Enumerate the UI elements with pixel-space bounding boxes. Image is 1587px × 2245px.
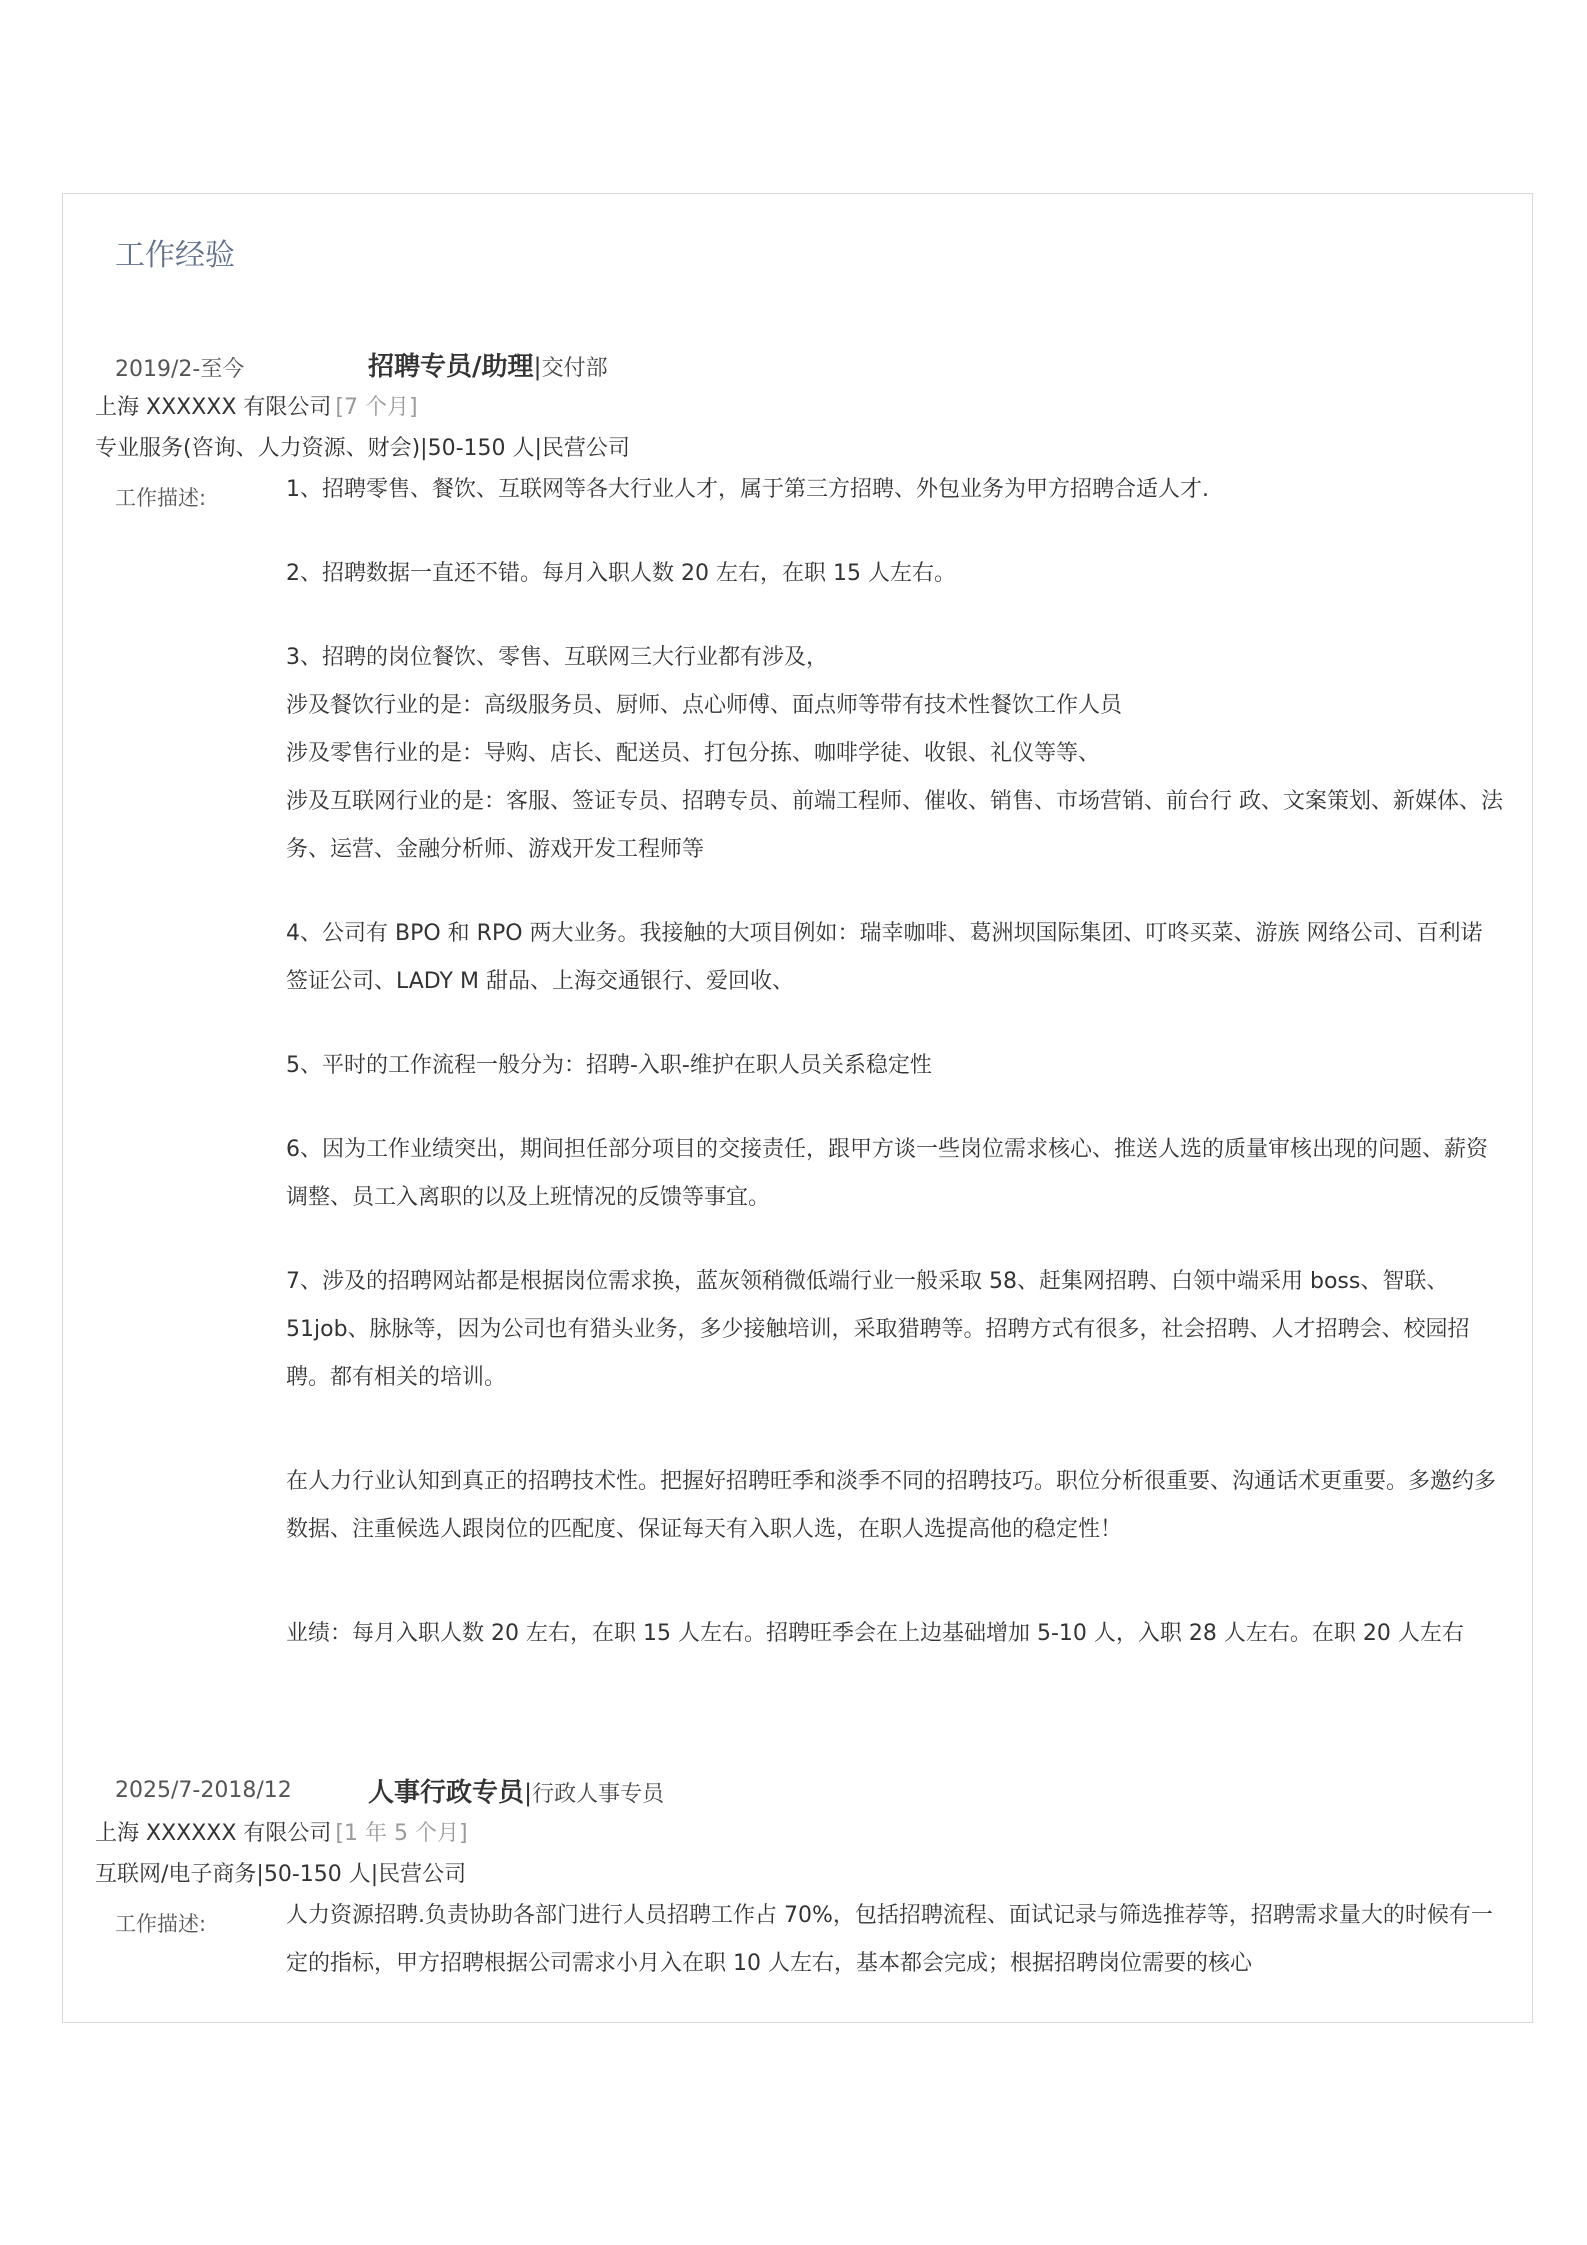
description-label: 工作描述:	[115, 486, 207, 510]
description-paragraph: 7、涉及的招聘网站都是根据岗位需求换，蓝灰领稍微低端行业一般采取 58、赶集网招聘、白领中端采用 boss、智联、51job、脉脉等，因为公司也有猎头业务，多少接触培训，采取猎聘等。招聘方式有很多，社会招聘、人才招聘会、校园招聘。都有相关的培训。	[286, 1269, 1470, 1390]
job-period: 2025/7-2018/12	[115, 1778, 292, 1803]
company-name: 上海 XXXXXX 有限公司	[95, 395, 332, 420]
job-duration: [1 年 5 个月]	[335, 1821, 468, 1846]
description-paragraph: 业绩：每月入职人数 20 左右，在职 15 人左右。招聘旺季会在上边基础增加 5-10 人，入职 28 人左右。在职 20 人左右	[286, 1621, 1464, 1646]
company-industry: 专业服务(咨询、人力资源、财会)|50-150 人|民营公司	[95, 436, 630, 461]
company-name: 上海 XXXXXX 有限公司	[95, 1821, 332, 1846]
description-paragraph: 涉及互联网行业的是：客服、签证专员、招聘专员、前端工程师、催收、销售、市场营销、前台行 政、文案策划、新媒体、法务、运营、金融分析师、游戏开发工程师等	[286, 789, 1503, 862]
job-description	[286, 466, 1504, 1658]
description-paragraph: 3、招聘的岗位餐饮、零售、互联网三大行业都有涉及，	[286, 645, 828, 670]
section-title: 工作经验	[115, 238, 235, 273]
job-description	[286, 1892, 1504, 1988]
job-title-group	[368, 346, 608, 383]
description-paragraph: 涉及零售行业的是：导购、店长、配送员、打包分拣、咖啡学徒、收银、礼仪等等、	[286, 741, 1101, 766]
description-label: 工作描述:	[115, 1912, 207, 1936]
work-experience-card	[62, 193, 1533, 2023]
company-industry: 互联网/电子商务|50-150 人|民营公司	[95, 1862, 467, 1887]
job-title-separator: |	[533, 353, 542, 381]
job-title: 招聘专员/助理	[368, 352, 534, 382]
description-paragraph: 在人力行业认知到真正的招聘技术性。把握好招聘旺季和淡季不同的招聘技巧。职位分析很重要、沟通话术更重要。多邀约多数据、注重候选人跟岗位的匹配度、保证每天有入职人选，在职人选提高他的稳定性！	[286, 1469, 1497, 1542]
company-line	[95, 1816, 468, 1847]
description-paragraph: 人力资源招聘.负责协助各部门进行人员招聘工作占 70%，包括招聘流程、面试记录与筛选推荐等，招聘需求量大的时候有一定的指标，甲方招聘根据公司需求小月入在职 10 人左右，基本都会完成；根据招聘岗位需要的核心	[286, 1903, 1493, 1976]
description-paragraph: 2、招聘数据一直还不错。每月入职人数 20 左右，在职 15 人左右。	[286, 561, 956, 586]
job-title-separator: |	[524, 1779, 533, 1807]
description-paragraph: 4、公司有 BPO 和 RPO 两大业务。我接触的大项目例如：瑞幸咖啡、葛洲坝国际集团、叮咚买菜、游族 网络公司、百利诺签证公司、LADY M 甜品、上海交通银行、爱回收、	[286, 921, 1483, 994]
company-line	[95, 390, 418, 421]
job-title-group	[368, 1772, 664, 1809]
description-paragraph: 1、招聘零售、餐饮、互联网等各大行业人才，属于第三方招聘、外包业务为甲方招聘合适人才.	[286, 477, 1209, 502]
job-period: 2019/2-至今	[115, 357, 245, 382]
job-title: 人事行政专员	[368, 1778, 525, 1808]
job-department: 行政人事专员	[532, 1782, 665, 1807]
description-paragraph: 6、因为工作业绩突出，期间担任部分项目的交接责任，跟甲方谈一些岗位需求核心、推送人选的质量审核出现的问题、薪资调整、员工入离职的以及上班情况的反馈等事宜。	[286, 1137, 1489, 1210]
job-department: 交付部	[541, 356, 608, 381]
description-paragraph: 5、平时的工作流程一般分为：招聘-入职-维护在职人员关系稳定性	[286, 1053, 932, 1078]
job-duration: [7 个月]	[335, 395, 418, 420]
description-paragraph: 涉及餐饮行业的是：高级服务员、厨师、点心师傅、面点师等带有技术性餐饮工作人员	[286, 693, 1123, 718]
